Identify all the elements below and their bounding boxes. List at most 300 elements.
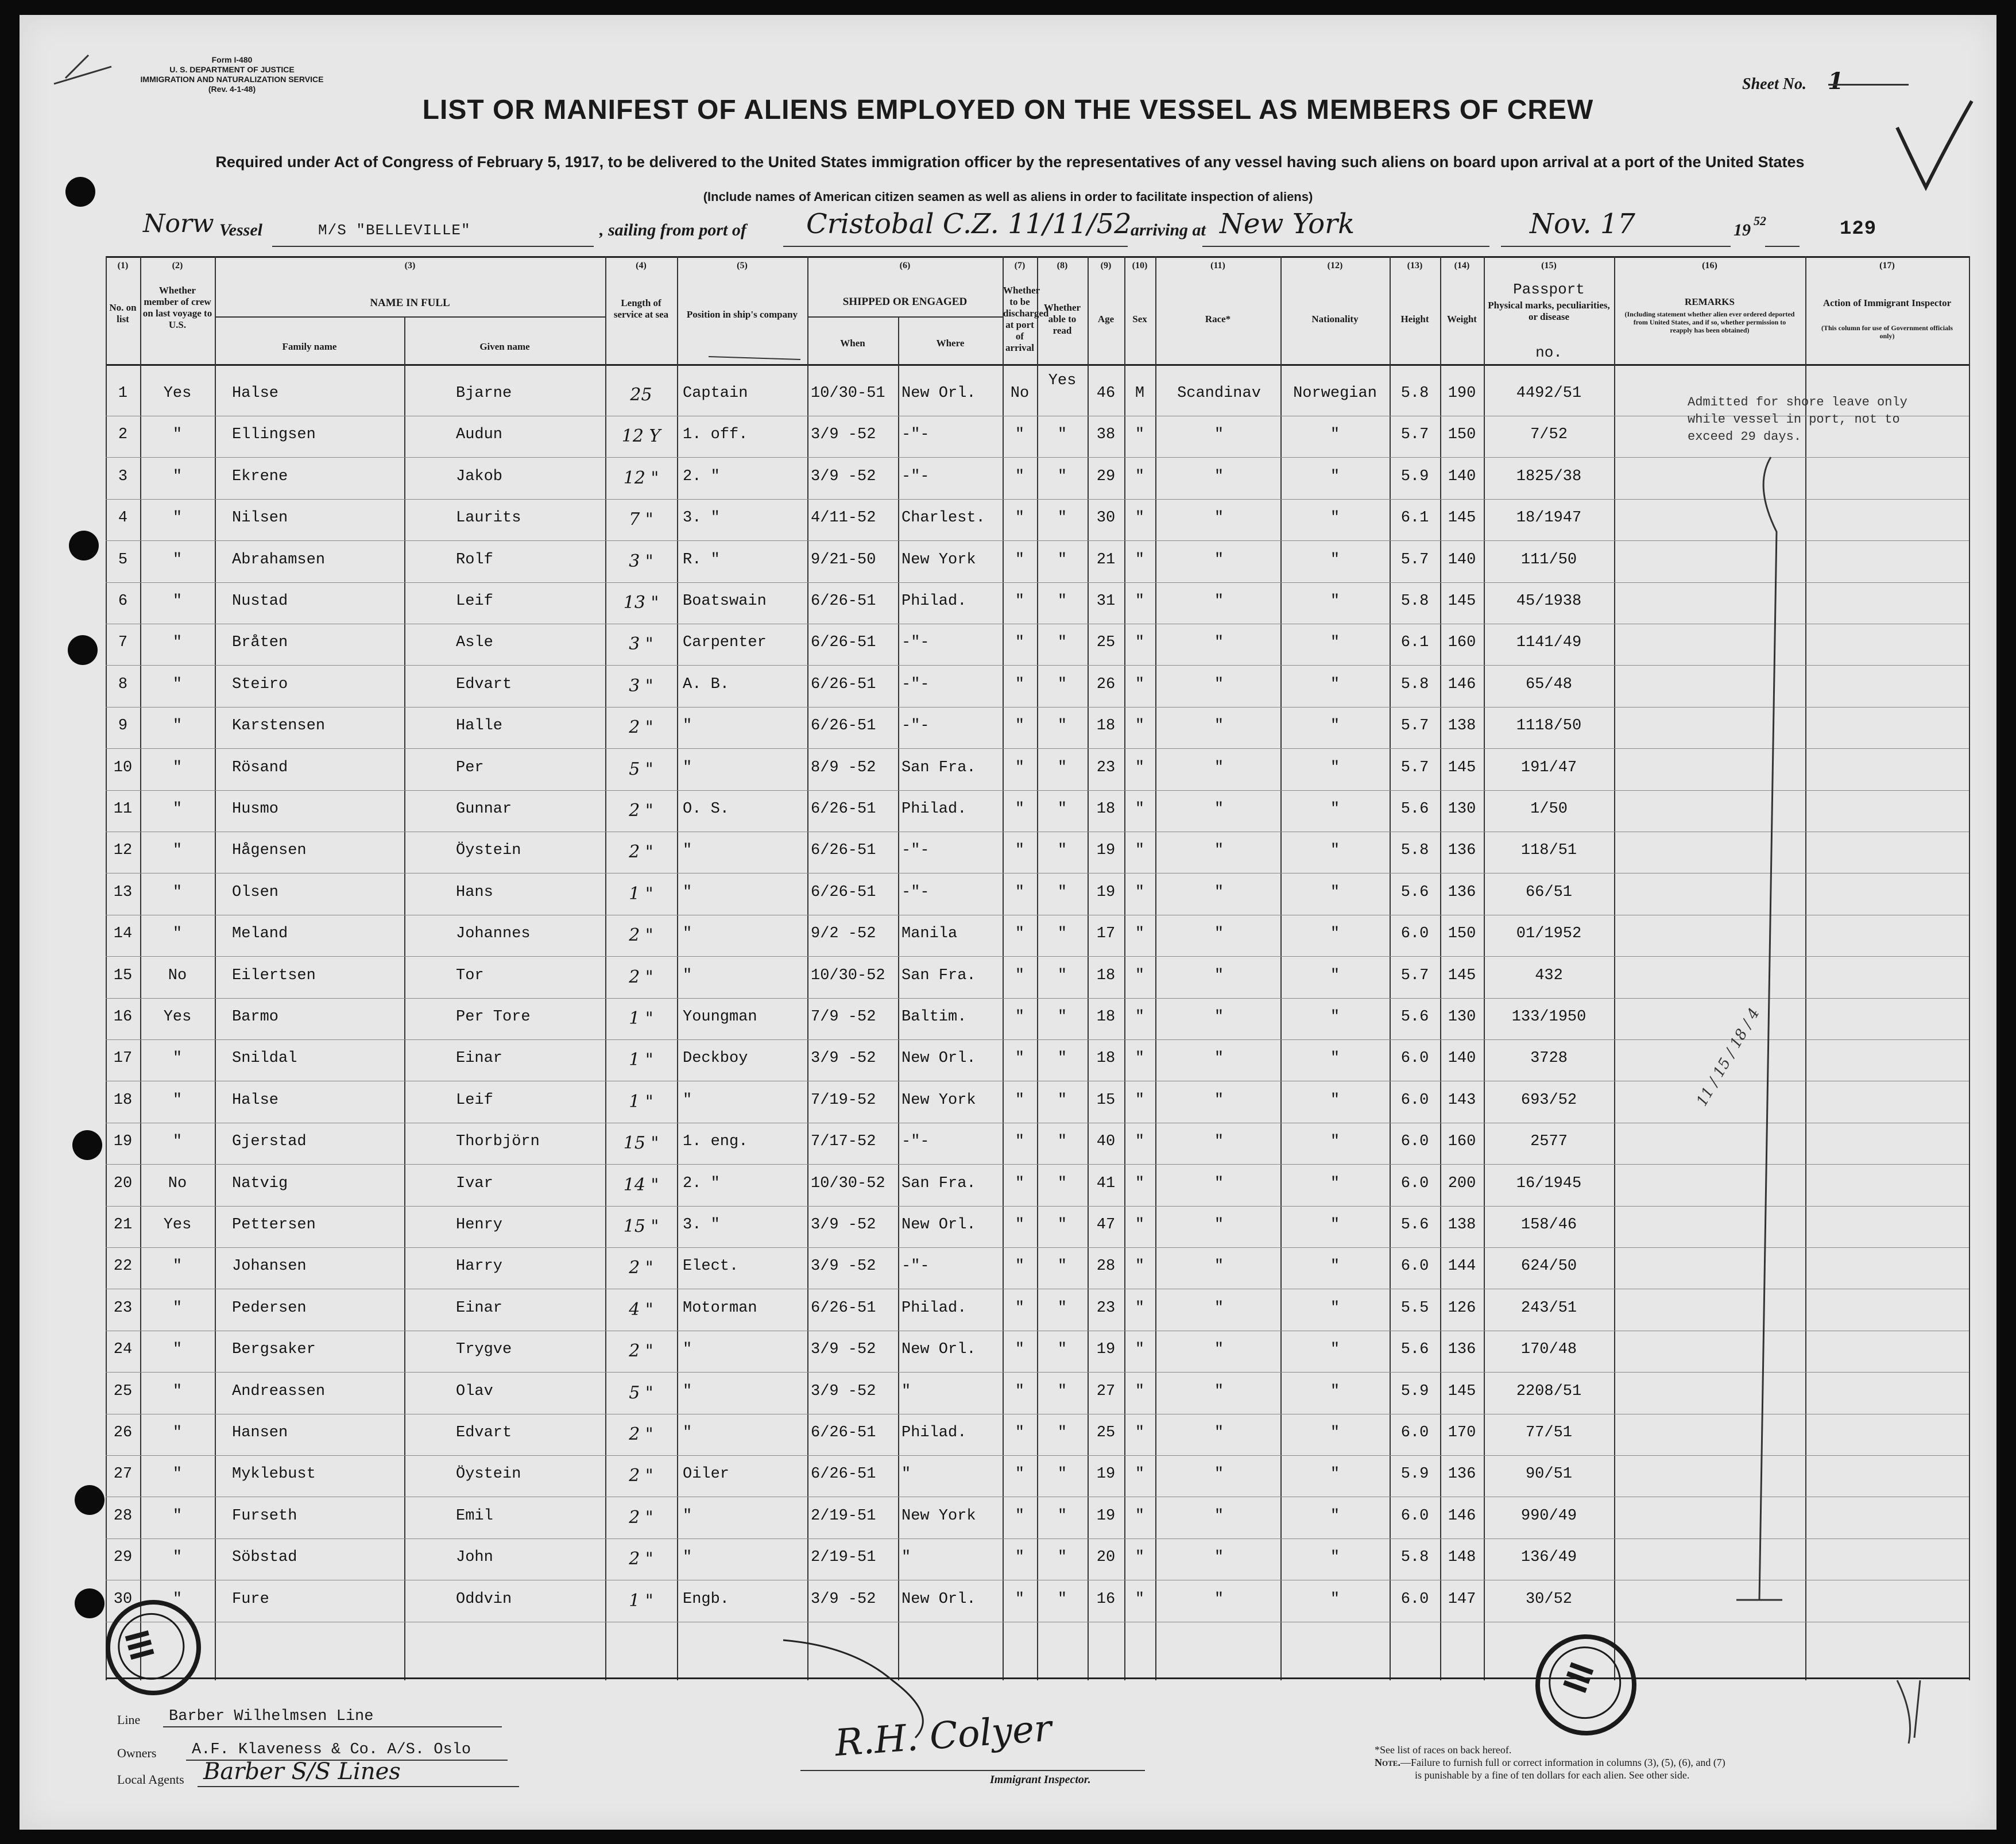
sheet-label: Sheet No. (1742, 75, 1806, 93)
cell-read: " (1057, 1216, 1067, 1234)
cell-height: 6.0 (1400, 1507, 1429, 1525)
cell-age: 28 (1096, 1258, 1116, 1275)
cell-given: John (456, 1549, 493, 1567)
col3-number: (3) (404, 261, 416, 270)
cell-position: " (683, 1341, 692, 1359)
cell-sex: " (1135, 883, 1145, 901)
cell-nationality: " (1330, 675, 1340, 693)
cell-service: 3 " (629, 634, 653, 655)
cell-passport: 01/1952 (1516, 925, 1582, 943)
col3-family-header: Family name (282, 341, 337, 352)
cell-service: 1 " (629, 1590, 653, 1611)
cell-when: 2/19-51 (811, 1549, 876, 1567)
cell-weight: 136 (1448, 842, 1476, 860)
cell-position: 2. " (683, 1174, 720, 1192)
cell-no: 5 (118, 551, 128, 569)
cell-given: Ivar (456, 1174, 493, 1192)
cell-family: Nilsen (232, 509, 288, 527)
col11-number: (11) (1210, 261, 1225, 270)
cell-when: 6/26-51 (811, 883, 876, 901)
cell-discharged: " (1015, 925, 1025, 943)
cell-where: San Fra. (901, 967, 976, 984)
cell-height: 5.5 (1400, 1299, 1429, 1317)
cell-service: 3 " (629, 551, 653, 571)
nationality-margin-note: Norw (143, 209, 214, 238)
cell-passport: 77/51 (1525, 1424, 1572, 1441)
inspector-signature: R.H. Colyer (833, 1707, 1053, 1765)
cell-age: 25 (1096, 1424, 1116, 1441)
cell-prev: " (172, 925, 183, 943)
cell-given: Hans (456, 883, 493, 901)
cell-given: Rolf (456, 551, 493, 569)
year-prefix: 19 (1733, 221, 1751, 239)
cell-read: " (1057, 1507, 1067, 1525)
cell-family: Furseth (232, 1507, 297, 1525)
cell-height: 5.9 (1400, 467, 1429, 485)
cell-prev: " (172, 426, 183, 444)
cell-family: Hågensen (232, 842, 307, 860)
cell-where: " (901, 1549, 911, 1567)
cell-where: Manila (901, 925, 958, 943)
cell-read: " (1057, 1466, 1067, 1483)
cell-position: Deckboy (683, 1050, 748, 1068)
cell-family: Rösand (232, 759, 288, 776)
cell-given: Harry (456, 1258, 503, 1275)
cell-where: -"- (901, 842, 930, 860)
cell-no: 8 (118, 675, 128, 693)
cell-nationality: " (1330, 467, 1340, 485)
cell-where: New Orl. (901, 1050, 976, 1068)
cell-where: Philad. (901, 801, 967, 818)
cell-when: 6/26-51 (811, 842, 876, 860)
cell-no: 13 (113, 883, 133, 901)
cell-family: Bråten (232, 634, 288, 652)
cell-height: 5.9 (1400, 1466, 1429, 1483)
cell-passport: 66/51 (1525, 883, 1572, 901)
cell-discharged: " (1015, 593, 1025, 610)
cell-height: 5.8 (1400, 593, 1429, 610)
cell-where: New York (901, 551, 976, 569)
col17-header: Action of Immigrant Inspector (1822, 297, 1952, 308)
cell-family: Pedersen (232, 1299, 307, 1317)
cell-family: Natvig (232, 1174, 288, 1192)
cell-sex: " (1135, 759, 1145, 776)
cell-service: 25 (630, 385, 652, 405)
cell-race: " (1214, 1091, 1224, 1109)
cell-when: 6/26-51 (811, 1424, 876, 1441)
cell-service: 1 " (629, 1091, 653, 1112)
col2-header: Whether member of crew on last voyage to U.S. (142, 285, 212, 330)
cell-sex: " (1135, 1507, 1145, 1525)
form-department: U. S. DEPARTMENT OF JUSTICE (169, 65, 295, 74)
cell-discharged: " (1015, 1174, 1025, 1192)
col14-number: (14) (1454, 261, 1470, 270)
cell-prev: No (168, 967, 187, 984)
cell-family: Fure (232, 1590, 269, 1608)
cell-service: 15 " (623, 1216, 659, 1236)
cell-given: Leif (456, 593, 493, 610)
cell-race: Scandinav (1177, 385, 1261, 402)
cell-prev: " (172, 1424, 183, 1441)
cell-sex: " (1135, 717, 1145, 735)
cell-age: 19 (1096, 883, 1116, 901)
cell-age: 21 (1096, 551, 1116, 569)
cell-when: 3/9 -52 (811, 1216, 876, 1234)
cell-service: 3 " (629, 675, 653, 696)
cell-prev: " (172, 1466, 183, 1483)
cell-service: 4 " (629, 1299, 653, 1320)
cell-weight: 146 (1448, 1507, 1476, 1525)
cell-read: " (1057, 1590, 1067, 1608)
cell-nationality: " (1330, 1466, 1340, 1483)
cell-read: " (1057, 1258, 1067, 1275)
cell-sex: " (1135, 426, 1145, 444)
cell-nationality: " (1330, 1590, 1340, 1608)
cell-read: " (1057, 593, 1067, 610)
cell-given: Laurits (456, 509, 521, 527)
cell-weight: 148 (1448, 1549, 1476, 1567)
cell-passport: 30/52 (1525, 1590, 1572, 1608)
line-label: Line (117, 1712, 141, 1727)
cell-height: 6.0 (1400, 1424, 1429, 1441)
cell-race: " (1214, 1174, 1224, 1192)
cell-nationality: " (1330, 925, 1340, 943)
cell-read: " (1057, 842, 1067, 860)
cell-position: O. S. (683, 801, 730, 818)
cell-discharged: " (1015, 1091, 1025, 1109)
cell-sex: " (1135, 634, 1145, 652)
cell-weight: 144 (1448, 1258, 1476, 1275)
cell-sex: " (1135, 467, 1145, 485)
cell-no: 9 (118, 717, 128, 735)
cell-family: Ellingsen (232, 426, 316, 444)
cell-sex: " (1135, 593, 1145, 610)
cell-no: 14 (113, 925, 133, 943)
handwritten-marks (20, 15, 1996, 1830)
col17-subheader: (This column for use of Government officials only) (1821, 324, 1953, 340)
cell-height: 6.0 (1400, 1133, 1429, 1151)
cell-no: 26 (113, 1424, 133, 1441)
cell-passport: 170/48 (1520, 1341, 1577, 1359)
cell-given: Halle (456, 717, 503, 735)
remarks-tally: 11 / 15 / 18 / 4 (1693, 1005, 1763, 1110)
cell-when: 3/9 -52 (811, 467, 876, 485)
cell-read: " (1057, 717, 1067, 735)
cell-nationality: " (1330, 1008, 1340, 1026)
cell-position: Elect. (683, 1258, 739, 1275)
cell-discharged: " (1015, 717, 1025, 735)
cell-position: " (683, 842, 692, 860)
cell-sex: " (1135, 1258, 1145, 1275)
cell-nationality: " (1330, 509, 1340, 527)
cell-discharged: " (1015, 1050, 1025, 1068)
cell-discharged: No (1010, 385, 1030, 402)
cell-given: Emil (456, 1507, 493, 1525)
cell-weight: 138 (1448, 1216, 1476, 1234)
cell-where: New Orl. (901, 385, 976, 402)
col17-number: (17) (1879, 261, 1895, 270)
cell-height: 5.7 (1400, 759, 1429, 776)
cell-service: 2 " (629, 1258, 653, 1278)
cell-age: 19 (1096, 1507, 1116, 1525)
cell-discharged: " (1015, 801, 1025, 818)
cell-given: Jakob (456, 467, 503, 485)
owners-value: A.F. Klaveness & Co. A/S. Oslo (192, 1741, 471, 1758)
cell-prev: " (172, 1590, 183, 1608)
cell-age: 29 (1096, 467, 1116, 485)
cell-family: Meland (232, 925, 288, 943)
cell-given: Henry (456, 1216, 503, 1234)
col4-number: (4) (636, 261, 647, 270)
cell-family: Eilertsen (232, 967, 316, 984)
cell-discharged: " (1015, 1258, 1025, 1275)
stamp-number: III (117, 1626, 162, 1664)
cell-passport: 2577 (1530, 1133, 1568, 1151)
cell-where: San Fra. (901, 1174, 976, 1192)
cell-no: 21 (113, 1216, 133, 1234)
cell-passport: 990/49 (1520, 1507, 1577, 1525)
cell-race: " (1214, 675, 1224, 693)
cell-height: 5.8 (1400, 385, 1429, 402)
cell-nationality: " (1330, 1507, 1340, 1525)
pen-stroke-icon (783, 1640, 923, 1738)
cell-weight: 190 (1448, 385, 1476, 402)
cell-when: 3/9 -52 (811, 426, 876, 444)
cell-service: 12 " (623, 467, 659, 488)
cell-height: 6.0 (1400, 1050, 1429, 1068)
cell-position: A. B. (683, 675, 730, 693)
cell-prev: " (172, 593, 183, 610)
cell-when: 3/9 -52 (811, 1050, 876, 1068)
cell-race: " (1214, 1590, 1224, 1608)
cell-race: " (1214, 551, 1224, 569)
cell-no: 4 (118, 509, 128, 527)
col9-number: (9) (1100, 261, 1112, 270)
cell-position: Youngman (683, 1008, 757, 1026)
cell-where: -"- (901, 1133, 930, 1151)
cell-age: 17 (1096, 925, 1116, 943)
cell-position: 1. eng. (683, 1133, 748, 1151)
cell-service: 5 " (629, 759, 653, 779)
cell-race: " (1214, 967, 1224, 984)
cell-prev: " (172, 1549, 183, 1567)
cell-where: -"- (901, 634, 930, 652)
cell-read: " (1057, 426, 1067, 444)
cell-height: 6.1 (1400, 509, 1429, 527)
cell-no: 27 (113, 1466, 133, 1483)
cell-weight: 160 (1448, 1133, 1476, 1151)
cell-where: Baltim. (901, 1008, 967, 1026)
cell-race: " (1214, 426, 1224, 444)
col7-header: Whether to be discharged at port of arrival (1003, 285, 1049, 353)
cell-prev: " (172, 1050, 183, 1068)
cell-prev: " (172, 509, 183, 527)
cell-nationality: " (1330, 1341, 1340, 1359)
cell-race: " (1214, 1133, 1224, 1151)
cell-family: Halse (232, 1091, 279, 1109)
cell-height: 5.9 (1400, 1382, 1429, 1400)
cell-nationality: " (1330, 1174, 1340, 1192)
cell-where: Philad. (901, 1299, 967, 1317)
cell-discharged: " (1015, 1507, 1025, 1525)
cell-given: Trygve (456, 1341, 512, 1359)
cell-prev: " (172, 634, 183, 652)
cell-sex: " (1135, 1133, 1145, 1151)
cell-prev: Yes (163, 1008, 192, 1026)
col1-header: No. on list (109, 302, 137, 324)
cell-given: Oddvin (456, 1590, 512, 1608)
col8-number: (8) (1057, 261, 1068, 270)
cell-nationality: " (1330, 1382, 1340, 1400)
cell-nationality: " (1330, 1216, 1340, 1234)
cell-passport: 1825/38 (1516, 467, 1582, 485)
cell-family: Bergsaker (232, 1341, 316, 1359)
cell-discharged: " (1015, 759, 1025, 776)
cell-height: 5.6 (1400, 883, 1429, 901)
cell-position: 3. " (683, 509, 720, 527)
cell-sex: " (1135, 925, 1145, 943)
cell-weight: 143 (1448, 1091, 1476, 1109)
cell-race: " (1214, 1008, 1224, 1026)
cell-age: 31 (1096, 593, 1116, 610)
col7-number: (7) (1014, 261, 1026, 270)
cell-when: 6/26-51 (811, 1466, 876, 1483)
cell-passport: 4492/51 (1516, 385, 1582, 402)
cell-height: 6.0 (1400, 925, 1429, 943)
cell-family: Barmo (232, 1008, 279, 1026)
col3-given-header: Given name (479, 341, 530, 352)
cell-where: -"- (901, 717, 930, 735)
cell-service: 5 " (629, 1382, 653, 1403)
cell-nationality: " (1330, 1424, 1340, 1441)
cell-sex: " (1135, 1091, 1145, 1109)
col8-header: Whether able to read (1043, 302, 1081, 336)
cell-passport: 693/52 (1520, 1091, 1577, 1109)
cell-nationality: Norwegian (1293, 385, 1377, 402)
cell-prev: " (172, 842, 183, 860)
cell-service: 2 " (629, 1466, 653, 1486)
initials-mark-icon (1897, 1680, 1920, 1744)
cell-service: 1 " (629, 1008, 653, 1029)
cell-race: " (1214, 1507, 1224, 1525)
cell-race: " (1214, 925, 1224, 943)
cell-discharged: " (1015, 1590, 1025, 1608)
cell-age: 18 (1096, 717, 1116, 735)
sailing-label: , sailing from port of (599, 221, 746, 239)
cell-nationality: " (1330, 1299, 1340, 1317)
col6-where-header: Where (936, 338, 965, 349)
cell-position: " (683, 1382, 692, 1400)
cell-given: Bjarne (456, 385, 512, 402)
form-number: Form I-480 (211, 55, 253, 64)
cell-read: " (1057, 1133, 1067, 1151)
cell-given: Öystein (456, 842, 521, 860)
cell-nationality: " (1330, 759, 1340, 776)
cell-prev: " (172, 1091, 183, 1109)
cell-passport: 432 (1535, 967, 1563, 984)
col15-passport-header: Passport (1513, 281, 1585, 298)
penalty-note: —Failure to furnish full or correct information in columns (3), (5), (6), and (7) (1400, 1757, 1725, 1768)
cell-race: " (1214, 1424, 1224, 1441)
cell-height: 5.8 (1400, 1549, 1429, 1567)
cell-weight: 145 (1448, 759, 1476, 776)
cell-race: " (1214, 467, 1224, 485)
cell-read: " (1057, 1424, 1067, 1441)
cell-race: " (1214, 717, 1224, 735)
cell-no: 11 (113, 801, 133, 818)
cell-when: 7/19-52 (811, 1091, 876, 1109)
cell-when: 2/19-51 (811, 1507, 876, 1525)
cell-service: 2 " (629, 1507, 653, 1528)
cell-sex: " (1135, 1549, 1145, 1567)
cell-race: " (1214, 634, 1224, 652)
cell-height: 6.1 (1400, 634, 1429, 652)
cell-position: Motorman (683, 1299, 757, 1317)
cell-race: " (1214, 1258, 1224, 1275)
col12-header: Nationality (1311, 314, 1359, 324)
cell-prev: " (172, 1507, 183, 1525)
cell-read: " (1057, 1549, 1067, 1567)
agents-label: Local Agents (117, 1772, 184, 1787)
cell-weight: 136 (1448, 1466, 1476, 1483)
sailing-port: Cristobal C.Z. 11/11/52 (806, 208, 1132, 240)
cell-nationality: " (1330, 1050, 1340, 1068)
cell-given: Olav (456, 1382, 493, 1400)
cell-race: " (1214, 1299, 1224, 1317)
cell-race: " (1214, 1341, 1224, 1359)
cell-read: " (1057, 967, 1067, 984)
cell-prev: " (172, 1382, 183, 1400)
cell-given: Edvart (456, 675, 512, 693)
cell-prev: " (172, 1299, 183, 1317)
cell-position: 2. " (683, 467, 720, 485)
cell-where: Philad. (901, 593, 967, 610)
cell-family: Abrahamsen (232, 551, 326, 569)
cell-where: -"- (901, 1258, 930, 1275)
bracket-mark-icon (1736, 457, 1782, 1600)
cell-read: " (1057, 1299, 1067, 1317)
cell-prev: " (172, 675, 183, 693)
cell-height: 5.8 (1400, 675, 1429, 693)
cell-service: 2 " (629, 925, 653, 946)
cell-age: 18 (1096, 1050, 1116, 1068)
page-subtitle: Required under Act of Congress of February 5, 1917, to be delivered to the United States immigration officer by the representatives of any vessel having such aliens on board upon arrival at a port of the United States (215, 153, 1805, 171)
manifest-number: 129 (1840, 218, 1877, 240)
cell-discharged: " (1015, 1549, 1025, 1567)
cell-service: 13 " (623, 593, 659, 613)
cell-age: 23 (1096, 1299, 1116, 1317)
col9-header: Age (1097, 314, 1115, 324)
cell-where: -"- (901, 467, 930, 485)
cell-discharged: " (1015, 1133, 1025, 1151)
cell-read: " (1057, 1341, 1067, 1359)
cell-service: 1 " (629, 883, 653, 904)
cell-nationality: " (1330, 1133, 1340, 1151)
cell-nationality: " (1330, 883, 1340, 901)
cell-prev: " (172, 1258, 183, 1275)
cell-passport: 118/51 (1520, 842, 1577, 860)
cell-given: Einar (456, 1299, 503, 1317)
corner-scribble-icon (54, 55, 111, 84)
cell-service: 2 " (629, 1341, 653, 1362)
cell-discharged: " (1015, 842, 1025, 860)
cell-service: 2 " (629, 1549, 653, 1569)
cell-passport: 3728 (1530, 1050, 1568, 1068)
cell-passport: 90/51 (1525, 1466, 1572, 1483)
form-service: IMMIGRATION AND NATURALIZATION SERVICE (140, 75, 324, 84)
cell-position: " (683, 967, 692, 984)
cell-weight: 146 (1448, 675, 1476, 693)
